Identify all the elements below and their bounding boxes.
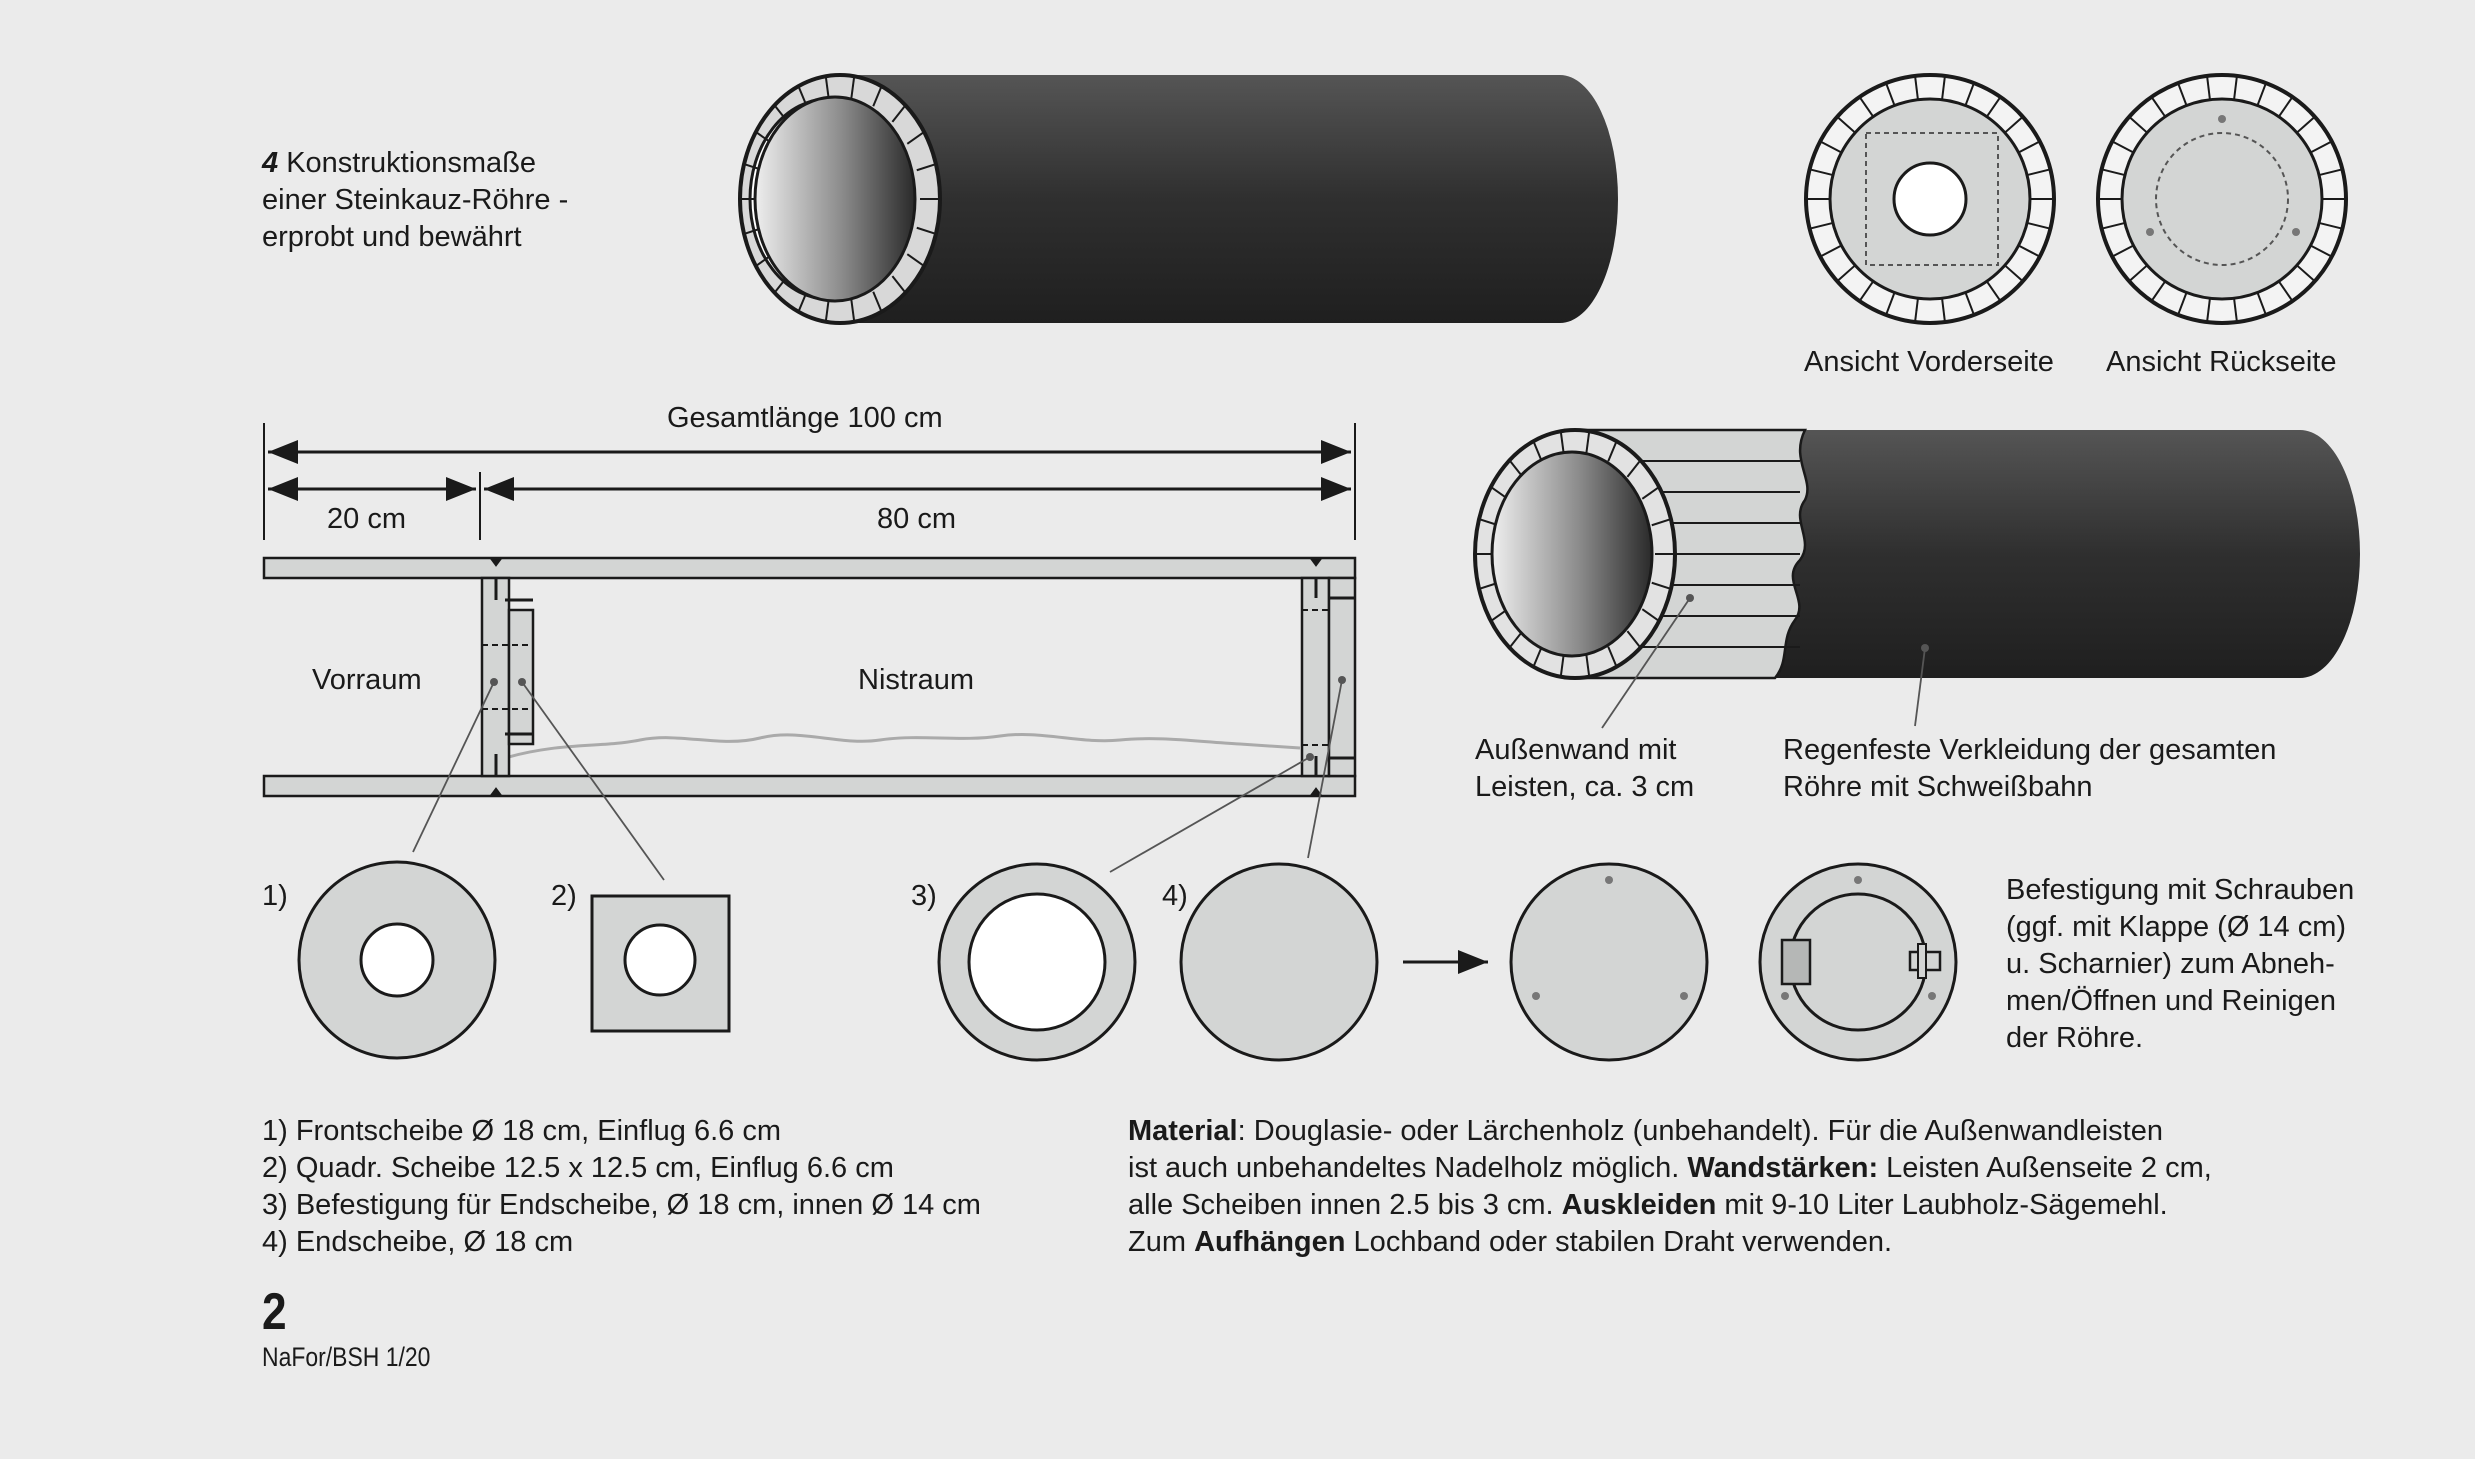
fastening-line: (ggf. mit Klappe (Ø 14 cm) (2006, 911, 2347, 943)
part-1-label: 1) (262, 880, 288, 912)
total-length-label: Gesamtlänge 100 cm (667, 402, 943, 434)
part-4-label: 4) (1162, 880, 1188, 912)
material-text: Leisten Außenseite 2 cm, (1878, 1152, 2212, 1184)
nistraum-label: Nistraum (858, 664, 975, 696)
end-disc-with-hatch (1760, 864, 1956, 1060)
legend-item: 3) Befestigung für Endscheibe, Ø 18 cm, innen Ø 14 cm (262, 1189, 981, 1221)
part-2-square (592, 896, 729, 1031)
title-line-3: erprobt und bewährt (262, 221, 522, 253)
cladding-line-2: Röhre mit Schweißbahn (1783, 771, 2093, 803)
fastening-line: der Röhre. (2006, 1022, 2144, 1054)
tube-cutaway-illustration (1475, 430, 2360, 728)
fastening-line: Befestigung mit Schrauben (2006, 874, 2355, 906)
part-4-disc (1181, 864, 1377, 1060)
cross-section (264, 423, 1355, 796)
figure-number: 4 (262, 147, 279, 179)
source-credit: NaFor/BSH 1/20 (262, 1342, 431, 1372)
material-text: alle Scheiben innen 2.5 bis 3 cm. (1128, 1189, 1562, 1221)
title-line-1: Konstruktionsmaße (286, 147, 537, 179)
title-line-2: einer Steinkauz-Röhre - (262, 184, 569, 216)
material-text: : Douglasie- oder Lärchenholz (unbehandelt). Für die Außenwandleisten (1237, 1115, 2163, 1147)
material-text: Lochband oder stabilen Draht verwenden. (1345, 1226, 1893, 1258)
cladding-label (1783, 732, 2276, 806)
vorraum-length-label: 20 cm (327, 503, 406, 535)
legend-item: 1) Frontscheibe Ø 18 cm, Einflug 6.6 cm (262, 1115, 781, 1147)
material-text: Zum (1128, 1226, 1195, 1258)
vorraum-label: Vorraum (312, 664, 422, 696)
nistraum-length-label: 80 cm (877, 503, 956, 535)
material-text: ist auch unbehandeltes Nadelholz möglich. (1128, 1152, 1688, 1184)
fastening-note (2006, 872, 2354, 1057)
part-2-label: 2) (551, 880, 577, 912)
outer-wall-line-2: Leisten, ca. 3 cm (1475, 771, 1695, 803)
material-note (1128, 1113, 2212, 1261)
legend-item: 2) Quadr. Scheibe 12.5 x 12.5 cm, Einflug 6.6 cm (262, 1152, 894, 1184)
back-view-label: Ansicht Rückseite (2106, 346, 2337, 378)
hanging-keyword: Aufhängen (1194, 1226, 1346, 1258)
fastening-line: u. Scharnier) zum Abneh- (2006, 948, 2335, 980)
part-1-disc (299, 862, 495, 1058)
front-view-disc (1806, 75, 2054, 323)
legend-item: 4) Endscheibe, Ø 18 cm (262, 1226, 574, 1258)
outer-wall-line-1: Außenwand mit (1475, 734, 1677, 766)
material-keyword: Material (1128, 1115, 1238, 1147)
part-3-ring (939, 864, 1135, 1060)
cladding-line-1: Regenfeste Verkleidung der gesamten (1783, 734, 2277, 766)
figure-title (262, 145, 568, 256)
material-text: mit 9-10 Liter Laubholz-Sägemehl. (1716, 1189, 2168, 1221)
parts-legend (262, 1113, 981, 1261)
page-number: 2 (262, 1283, 287, 1341)
tube-top-illustration (740, 75, 1618, 323)
outer-wall-label (1475, 732, 1694, 806)
front-view-label: Ansicht Vorderseite (1804, 346, 2054, 378)
end-disc-with-screws (1511, 864, 1707, 1060)
lining-keyword: Auskleiden (1561, 1189, 1717, 1221)
part-3-label: 3) (911, 880, 937, 912)
wall-thickness-keyword: Wandstärken: (1687, 1152, 1879, 1184)
fastening-line: men/Öffnen und Reinigen (2006, 985, 2336, 1017)
back-view-disc (2098, 75, 2346, 323)
